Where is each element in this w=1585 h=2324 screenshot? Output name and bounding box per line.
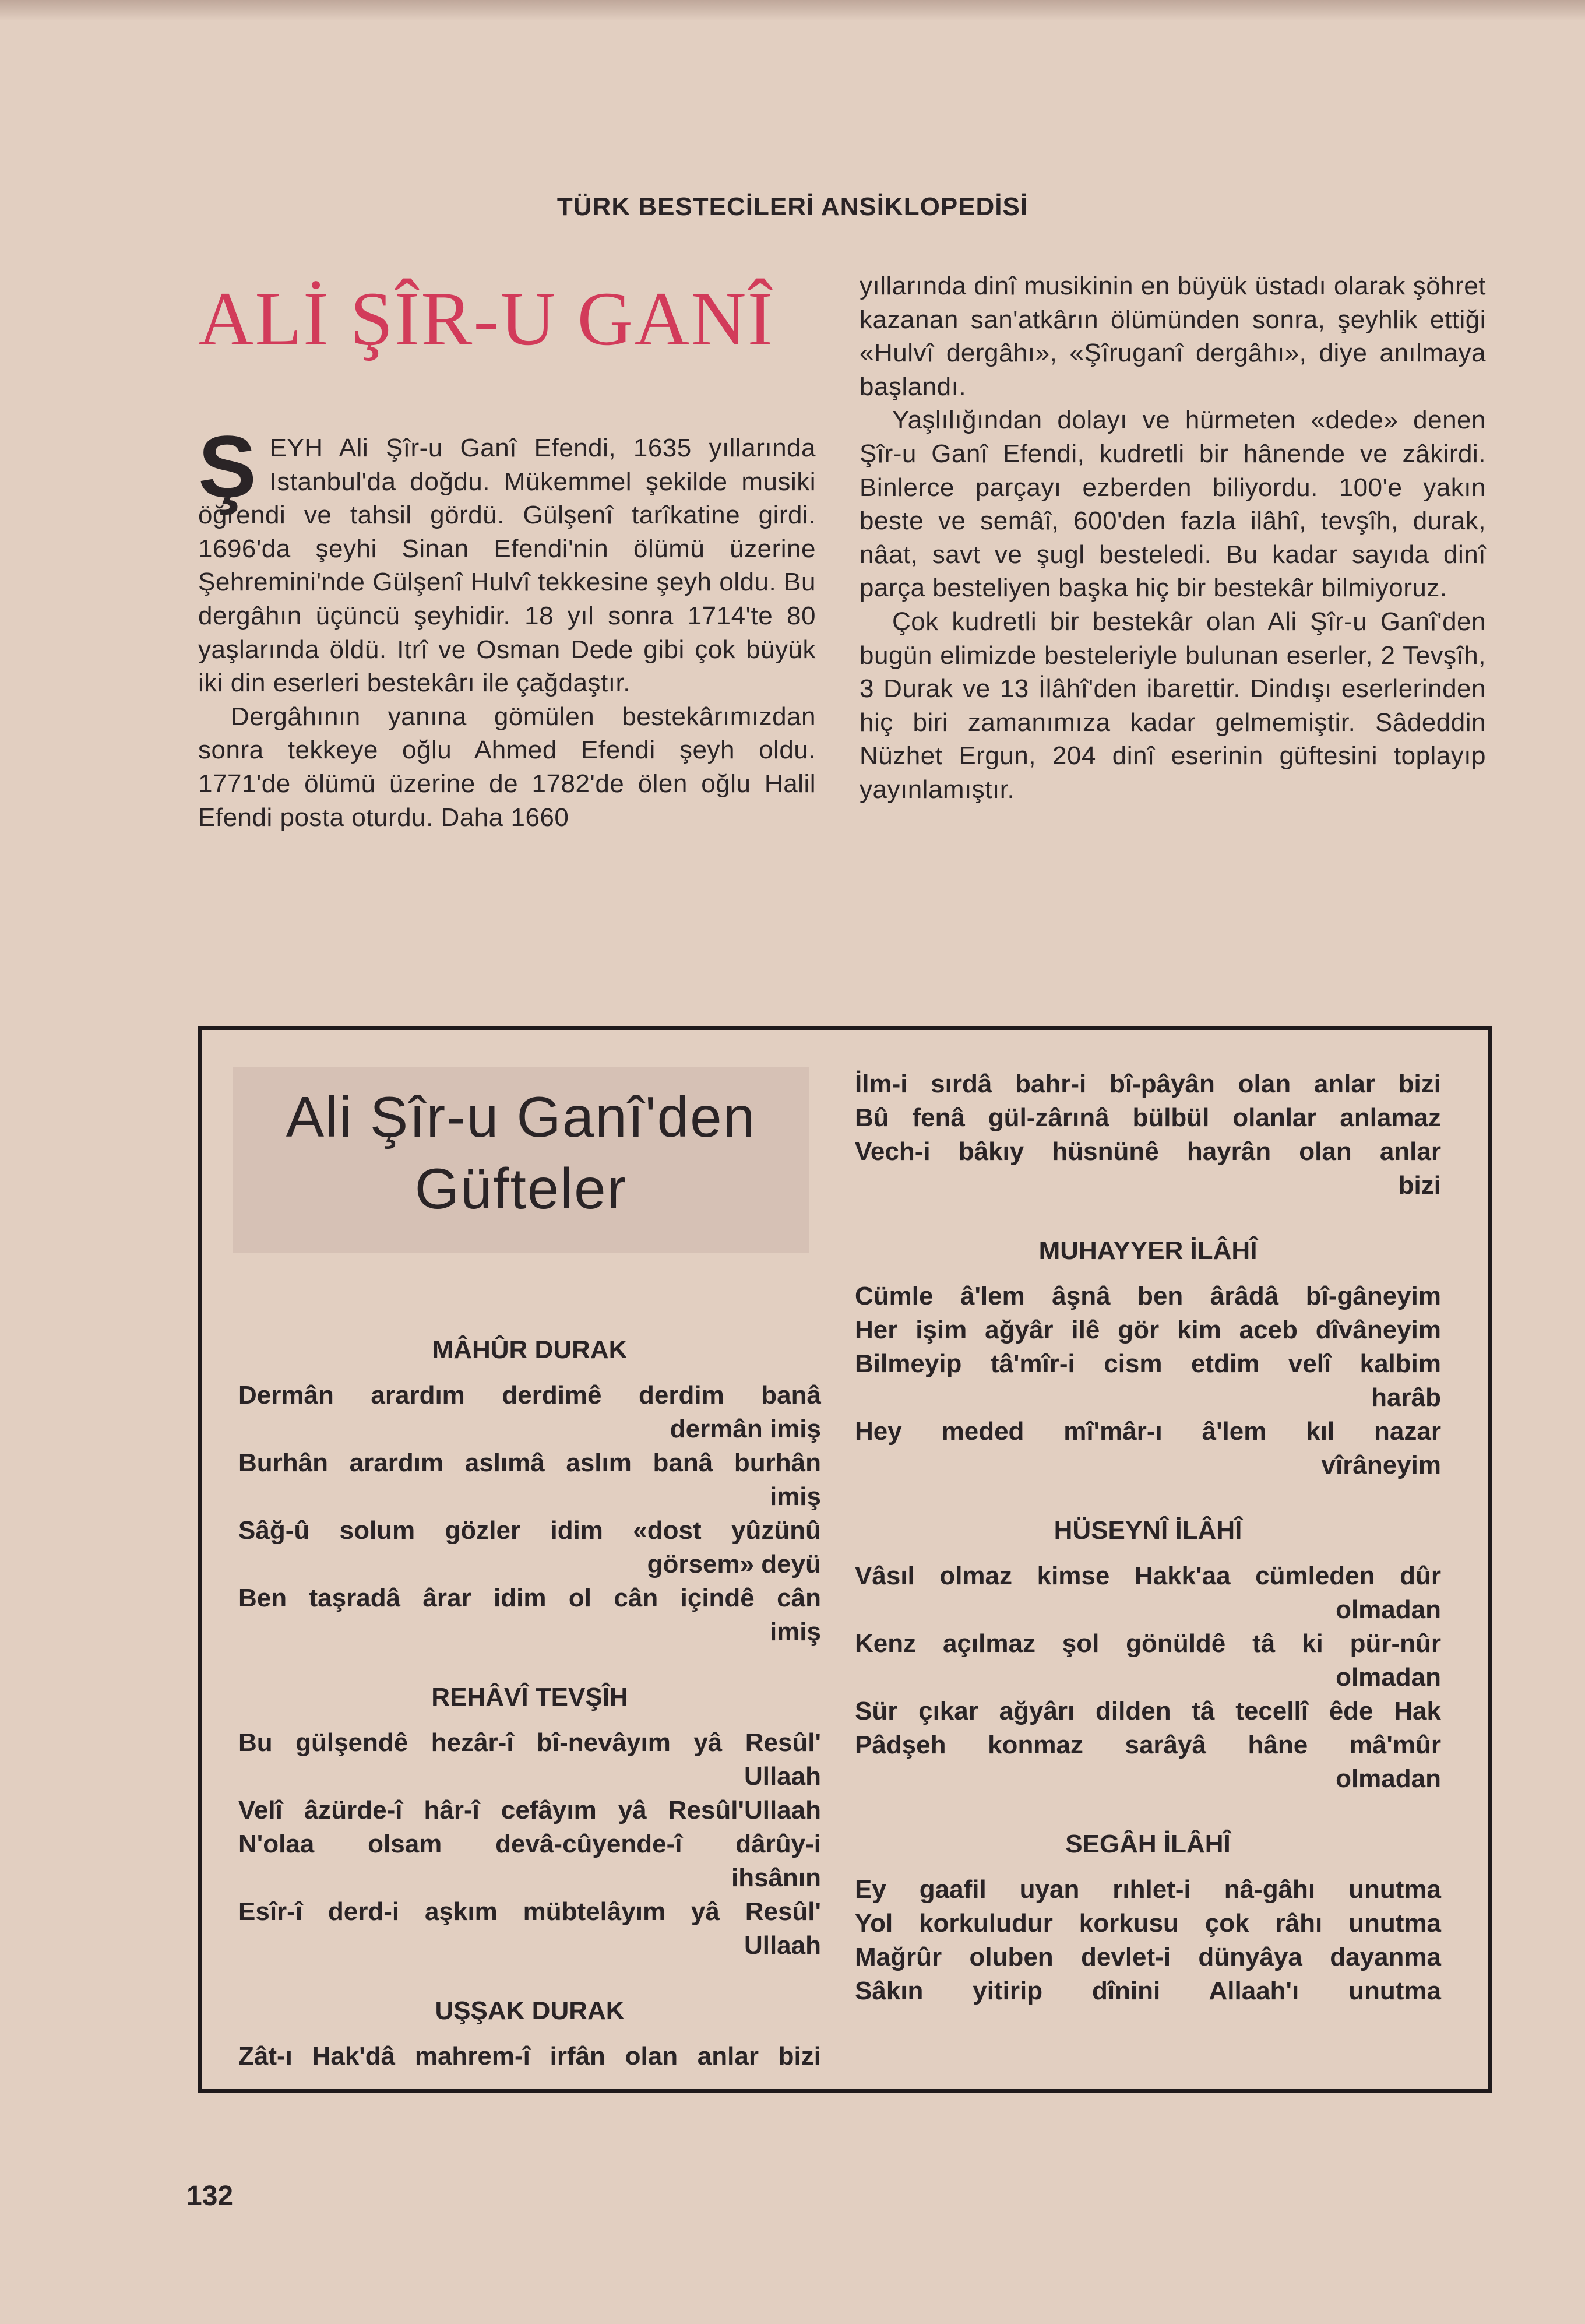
segah-ilahi-heading: SEGÂH İLÂHÎ xyxy=(1065,1830,1231,1858)
verse-line: Cümle â'lem âşnâ ben ârâdâ bî-gâneyim xyxy=(855,1282,1441,1310)
verse-line: Yol korkuludur korkusu çok râhı unutma xyxy=(855,1909,1441,1938)
verse-line-cont: olmadan xyxy=(1336,1764,1441,1793)
verse-line: Vâsıl olmaz kimse Hakk'aa cümleden dûr xyxy=(855,1562,1441,1590)
paragraph-1 xyxy=(198,417,816,700)
verse-line: Bilmeyip tâ'mîr-i cism etdim velî kalbim xyxy=(855,1349,1441,1378)
verse-line-cont: görsem» deyü xyxy=(647,1550,821,1578)
lyrics-title-line-2: Güfteler xyxy=(414,1156,628,1221)
verse-line-cont: imiş xyxy=(769,1618,821,1646)
verse-line: Ey gaafil uyan rıhlet-i nâ-gâhı unutma xyxy=(855,1875,1441,1904)
verse-line-cont: vîrâneyim xyxy=(1321,1451,1441,1479)
lyrics-box xyxy=(198,1026,1492,2093)
verse-line-cont: olmadan xyxy=(1336,1595,1441,1624)
paragraph-2: Dergâhının yanına gömülen bestekârımızdan sonra tekkeye oğlu Ahmed Efendi şeyh oldu. 1771'de ölümü üzerine de 1782'de ölen oğlu Halil Efendi posta oturdu. Daha 1660 xyxy=(198,702,816,832)
verse-line-cont: Ullaah xyxy=(744,1931,821,1960)
verse-line-cont: imiş xyxy=(769,1482,821,1511)
verse-line: Pâdşeh konmaz sarâyâ hâne mâ'mûr xyxy=(855,1731,1441,1759)
lyrics-title-line-1: Ali Şîr-u Ganî'den xyxy=(286,1085,756,1149)
verse-line: Kenz açılmaz şol gönüldê tâ ki pür-nûr xyxy=(855,1629,1441,1658)
lyrics-left-column xyxy=(238,1333,821,2073)
paragraph-3: yıllarında dinî musikinin en büyük üstadı olarak şöhret kazanan san'atkârın ölümünden sonra, şeyhlik ettiği «Hulvî dergâhı», «Şîruganî dergâhı», diye anılmaya başlandı. xyxy=(860,272,1486,401)
mahur-durak-heading: MÂHÛR DURAK xyxy=(432,1335,628,1364)
torn-top-edge xyxy=(0,0,1585,21)
verse-line-cont: dermân imiş xyxy=(670,1415,821,1443)
left-text-column xyxy=(198,417,816,834)
muhayyer-ilahi-heading: MUHAYYER İLÂHÎ xyxy=(1038,1236,1258,1265)
verse-line: Bu gülşendê hezâr-î bî-nevâyım yâ Resûl' xyxy=(238,1728,821,1757)
verse-line: N'olaa olsam devâ-cûyende-î dârûy-i xyxy=(238,1830,821,1858)
paragraph-4: Yaşlılığından dolayı ve hürmeten «dede» denen Şîr-u Ganî Efendi, kudretli bir hânende ve zâkirdi. Binlerce parçayı ezberden biliyordu. 100'e yakın beste ve semâî, 600'den fazla ilâhî, tevşîh, durak, nâat, savt ve şugl besteledi. Bu kadar sayıda dinî parça besteliyen başka hiç bir bestekâr bilmiyoruz. xyxy=(860,406,1486,603)
drop-cap: Ş xyxy=(198,417,257,515)
lyrics-box-title xyxy=(233,1067,809,1253)
verse-line: Velî âzürde-î hâr-î cefâyım yâ Resûl'Ullaah xyxy=(238,1796,821,1824)
verse-line: Her işim ağyâr ilê gör kim aceb dîvâneyim xyxy=(855,1316,1441,1344)
verse-line: Sâkın yitirip dînini Allaah'ı unutma xyxy=(855,1977,1441,2005)
verse-line: Burhân arardım aslımâ aslım banâ burhân xyxy=(238,1448,821,1477)
verse-line: Sür çıkar ağyârı dilden tâ tecellî êde Hak xyxy=(855,1697,1441,1725)
page-number: 132 xyxy=(186,2181,234,2212)
verse-line: Vech-i bâkıy hüsnünê hayrân olan anlar xyxy=(855,1137,1441,1166)
verse-line: Sâğ-û solum gözler idim «dost yûzünû xyxy=(238,1516,821,1545)
verse-line-cont: bizi xyxy=(1398,1171,1441,1200)
verse-line-cont: harâb xyxy=(1371,1383,1441,1412)
verse-line: Mağrûr oluben devlet-i dünyâya dayanma xyxy=(855,1943,1441,1971)
ussak-durak-heading: UŞŞAK DURAK xyxy=(435,1996,625,2025)
article-title: ALİ ŞÎR-U GANÎ xyxy=(198,276,774,361)
verse-line: İlm-i sırdâ bahr-i bî-pâyân olan anlar bizi xyxy=(855,1070,1441,1098)
verse-line-cont: olmadan xyxy=(1336,1663,1441,1692)
verse-line-cont: ihsânın xyxy=(731,1864,821,1892)
rehavi-tevsih-heading: REHÂVÎ TEVŞÎH xyxy=(431,1683,628,1711)
paragraph-1-text: EYH Ali Şîr-u Ganî Efendi, 1635 yıllarında Istanbul'da doğdu. Mükemmel şekilde musiki öğrendi ve tahsil gördü. Gülşenî tarîkatine girdi. 1696'da şeyhi Sinan Efendi'nin ölümü üzerine Şehremini'nde Gülşenî Hulvî tekkesine şeyh oldu. Bu dergâhın üçüncü şeyhidir. 18 yıl sonra 1714'te 80 yaşlarında öldü. Itrî ve Osman Dede gibi çok büyük iki din eserleri bestekârı ile çağdaştır. xyxy=(198,434,816,698)
verse-line: Hey meded mî'mâr-ı â'lem kıl nazar xyxy=(855,1417,1441,1446)
lyrics-right-column xyxy=(855,1067,1441,2008)
verse-line: Esîr-î derd-i aşkım mübtelâyım yâ Resûl' xyxy=(238,1897,821,1926)
verse-line: Dermân arardım derdimê derdim banâ xyxy=(238,1381,821,1409)
verse-line: Bû fenâ gül-zârınâ bülbül olanlar anlamaz xyxy=(855,1103,1441,1132)
running-header: TÜRK BESTECİLERİ ANSİKLOPEDİSİ xyxy=(556,192,1029,221)
verse-line-cont: Ullaah xyxy=(744,1762,821,1791)
verse-line: Ben taşradâ ârar idim ol cân içindê cân xyxy=(238,1584,821,1612)
right-text-column xyxy=(860,269,1486,807)
verse-line: Zât-ı Hak'dâ mahrem-î irfân olan anlar bizi xyxy=(238,2042,821,2070)
paragraph-5: Çok kudretli bir bestekâr olan Ali Şîr-u Ganî'den bugün elimizde besteleriyle bulunan eserler, 2 Tevşîh, 3 Durak ve 13 İlâhî'den ibarettir. Dindışı eserlerinden hiç biri zamanımıza kadar gelmemiştir. Sâdeddin Nüzhet Ergun, 204 dinî eserinin güftesini toplayıp yayınlamıştır. xyxy=(860,607,1486,804)
huseyni-ilahi-heading: HÜSEYNÎ İLÂHÎ xyxy=(1054,1516,1242,1545)
